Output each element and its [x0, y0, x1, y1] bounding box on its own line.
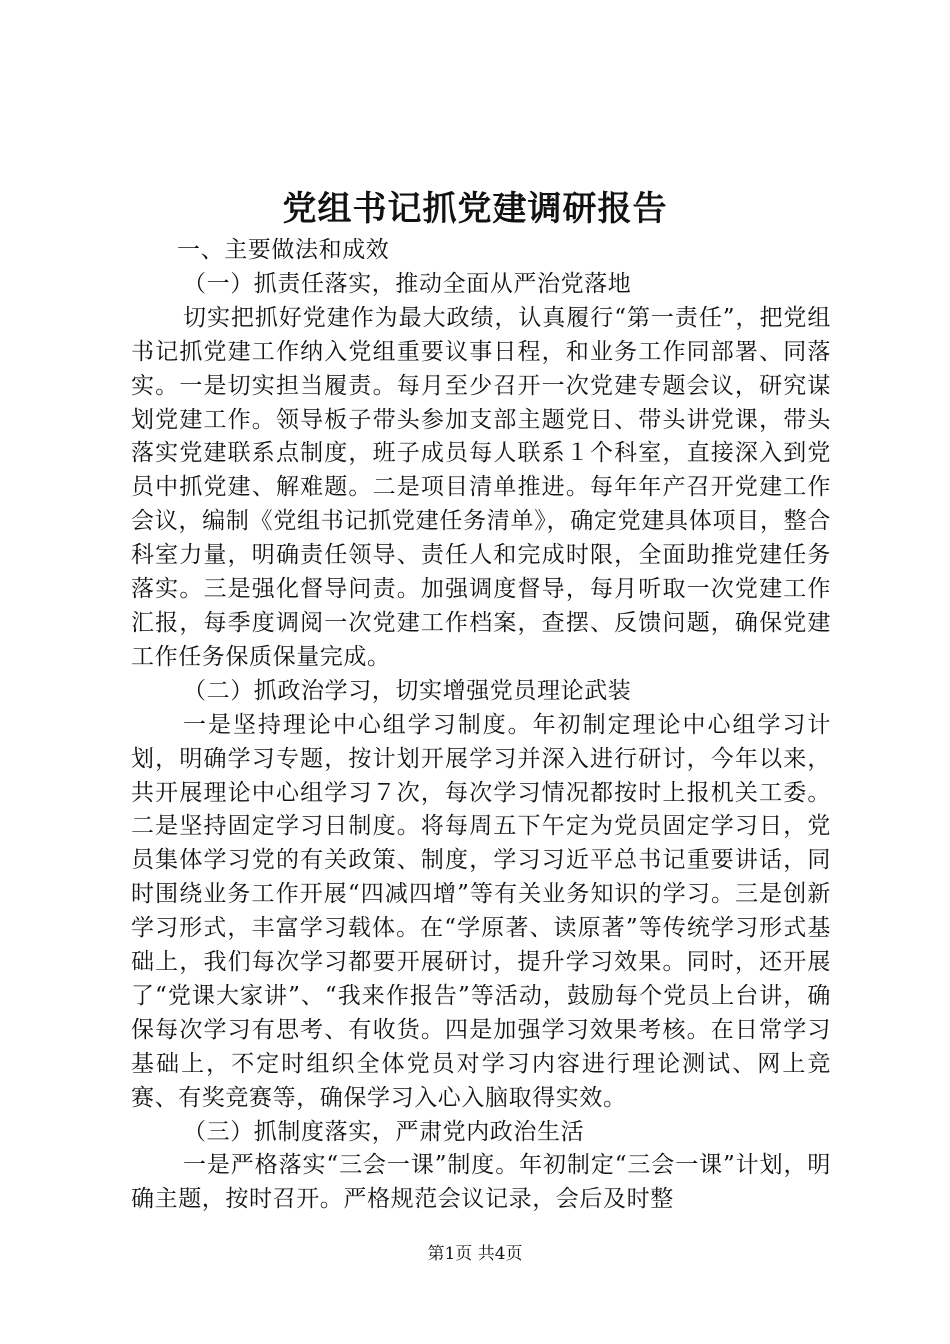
paragraph: 一是坚持理论中心组学习制度。年初制定理论中心组学习计划，明确学习专题，按计划开展学习并深入进行研讨，今年以来，共开展理论中心组学习７次，每次学习情况都按时上报机关工委。二是坚持固定学习日制度。将每周五下午定为党员固定学习日，党员集体学习党的有关政策、制度，学习习近平总书记重要讲话，同时围绕业务工作开展“四减四增”等有关业务知识的学习。三是创新学习形式，丰富学习载体。在“学原著、读原著”等传统学习形式基础上，我们每次学习都要开展研讨，提升学习效果。同时，还开展了“党课大家讲”、“我来作报告”等活动，鼓励每个党员上台讲，确保每次学习有思考、有收货。四是加强学习效果考核。在日常学习基础上，不定时组织全体党员对学习内容进行理论测试、网上竞赛、有奖竞赛等，确保学习入心入脑取得实效。 — [131, 711, 831, 1111]
subsection-heading: （一）抓责任落实，推动全面从严治党落地 — [183, 270, 632, 297]
paragraph: 一是严格落实“三会一课”制度。年初制定“三会一课”计划，明确主题，按时召开。严格规范会议记录，会后及时整 — [131, 1152, 831, 1213]
subsection-heading: （三）抓制度落实，严肃党内政治生活 — [183, 1118, 585, 1145]
paragraph: 切实把抓好党建作为最大政绩，认真履行“第一责任”，把党组书记抓党建工作纳入党组重要议事日程，和业务工作同部署、同落实。一是切实担当履责。每月至少召开一次党建专题会议，研究谋划党建工作。领导板子带头参加支部主题党日、带头讲党课，带头落实党建联系点制度，班子成员每人联系１个科室，直接深入到党员中抓党建、解难题。二是项目清单推进。每年年产召开党建工作会议，编制《党组书记抓党建任务清单》，确定党建具体项目，整合科室力量，明确责任领导、责任人和完成时限，全面助推党建任务落实。三是强化督导问责。加强调度督导，每月听取一次党建工作汇报，每季度调阅一次党建工作档案，查摆、反馈问题，确保党建工作任务保质保量完成。 — [131, 304, 831, 670]
section-heading: 一、主要做法和成效 — [177, 237, 390, 263]
page-footer: 第1页 共4页 — [427, 1244, 523, 1264]
document-title: 党组书记抓党建调研报告 — [282, 189, 668, 229]
document-body — [131, 234, 831, 1217]
subsection-heading: （二）抓政治学习，切实增强党员理论武装 — [183, 677, 632, 704]
